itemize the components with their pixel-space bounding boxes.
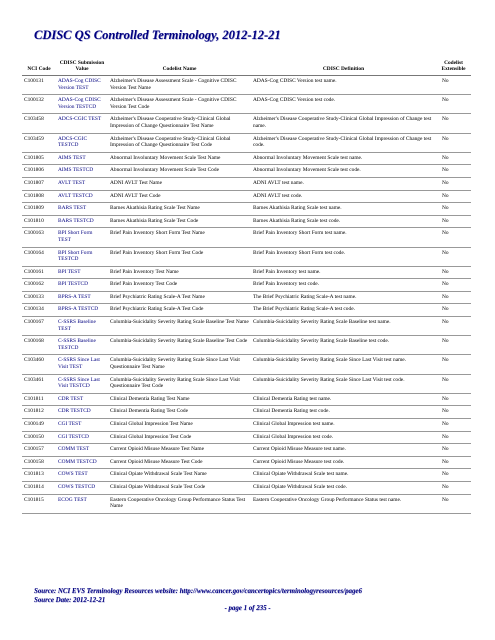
cell-codelist-name: Eastern Cooperative Oncology Group Performance Status Test Name — [108, 494, 251, 513]
cell-nci-code: C101814 — [22, 481, 56, 494]
table-row — [22, 190, 471, 203]
terminology-table — [22, 50, 471, 514]
table-row — [22, 247, 471, 266]
cell-nci-code: C101812 — [22, 406, 56, 419]
cell-nci-code: C103460 — [22, 355, 56, 374]
cell-nci-code: C101811 — [22, 393, 56, 406]
table-row — [22, 279, 471, 292]
cell-extensible: No — [436, 133, 471, 152]
cell-nci-code: C100132 — [22, 95, 56, 114]
table-row — [22, 304, 471, 317]
cell-extensible: No — [436, 152, 471, 165]
cell-nci-code: C101808 — [22, 190, 56, 203]
cell-extensible: No — [436, 247, 471, 266]
cell-submission-value: C-SSRS Baseline TEST — [56, 317, 108, 336]
cell-extensible: No — [436, 419, 471, 432]
cell-extensible: No — [436, 431, 471, 444]
cell-extensible: No — [436, 355, 471, 374]
cell-definition: ADAS-Cog CDISC Version test name. — [251, 76, 436, 95]
table-row — [22, 114, 471, 133]
cell-codelist-name: Clinical Dementia Rating Test Code — [108, 406, 251, 419]
cell-codelist-name: Columbia-Suicidality Severity Rating Scale Since Last Visit Questionnaire Test Name — [108, 355, 251, 374]
cell-extensible: No — [436, 190, 471, 203]
cell-definition: Clinical Opiate Withdrawal Scale test code. — [251, 481, 436, 494]
cell-codelist-name: Clinical Opiate Withdrawal Scale Test Code — [108, 481, 251, 494]
cell-submission-value: C-SSRS Since Last Visit TESTCD — [56, 374, 108, 393]
cell-submission-value: BARS TEST — [56, 203, 108, 216]
cell-codelist-name: Barnes Akathisia Rating Scale Test Code — [108, 215, 251, 228]
cell-submission-value: ADCS-CGIC TESTCD — [56, 133, 108, 152]
table-row — [22, 203, 471, 216]
cell-codelist-name: Brief Psychiatric Rating Scale-A Test Code — [108, 304, 251, 317]
cell-definition: Eastern Cooperative Oncology Group Performance Status test name. — [251, 494, 436, 513]
cell-codelist-name: Columbia-Suicidality Severity Rating Scale Baseline Test Name — [108, 317, 251, 336]
cell-submission-value: CGI TEST — [56, 419, 108, 432]
cell-definition: ADAS-Cog CDISC Version test code. — [251, 95, 436, 114]
cell-nci-code: C100150 — [22, 431, 56, 444]
cell-submission-value: COWS TESTCD — [56, 481, 108, 494]
cell-nci-code: C100163 — [22, 228, 56, 247]
table-row — [22, 406, 471, 419]
cell-nci-code: C100149 — [22, 419, 56, 432]
table-row — [22, 76, 471, 95]
cell-definition: The Brief Psychiatric Rating Scale-A test name. — [251, 291, 436, 304]
header-nci-code: NCI Code — [22, 50, 56, 76]
cell-definition: Alzheimer's Disease Cooperative Study-Clinical Global Impression of Change test name. — [251, 114, 436, 133]
cell-definition: Columbia-Suicidality Severity Rating Scale Since Last Visit test code. — [251, 374, 436, 393]
table-row — [22, 228, 471, 247]
cell-submission-value: C-SSRS Since Last Visit TEST — [56, 355, 108, 374]
table-row — [22, 444, 471, 457]
table-row — [22, 177, 471, 190]
cell-submission-value: BPI TEST — [56, 266, 108, 279]
cell-definition: Current Opioid Misuse Measure test name. — [251, 444, 436, 457]
cell-submission-value: CGI TESTCD — [56, 431, 108, 444]
cell-extensible: No — [436, 95, 471, 114]
cell-definition: Clinical Dementia Rating test name. — [251, 393, 436, 406]
cell-submission-value: AIMS TEST — [56, 152, 108, 165]
cell-definition: Brief Pain Inventory test name. — [251, 266, 436, 279]
table-row — [22, 336, 471, 355]
cell-nci-code: C100161 — [22, 266, 56, 279]
cell-nci-code: C100158 — [22, 456, 56, 469]
cell-extensible: No — [436, 177, 471, 190]
header-cdisc-definition: CDISC Definition — [251, 50, 436, 76]
cell-definition: Brief Pain Inventory test code. — [251, 279, 436, 292]
cell-definition: Abnormal Involuntary Movement Scale test code. — [251, 165, 436, 178]
cell-codelist-name: ADNI AVLT Test Code — [108, 190, 251, 203]
cell-nci-code: C101810 — [22, 215, 56, 228]
cell-submission-value: BPRS-A TEST — [56, 291, 108, 304]
cell-extensible: No — [436, 291, 471, 304]
cell-submission-value: CDR TESTCD — [56, 406, 108, 419]
table-row — [22, 374, 471, 393]
cell-submission-value: BPRS-A TESTCD — [56, 304, 108, 317]
footer-source-date: Source Date: 2012-12-21 — [34, 597, 106, 604]
cell-definition: Clinical Opiate Withdrawal Scale test name. — [251, 469, 436, 482]
cell-extensible: No — [436, 114, 471, 133]
cell-submission-value: COMM TEST — [56, 444, 108, 457]
table-row — [22, 431, 471, 444]
cell-nci-code: C101807 — [22, 177, 56, 190]
header-codelist-name: Codelist Name — [108, 50, 251, 76]
table-row — [22, 469, 471, 482]
cell-extensible: No — [436, 228, 471, 247]
cell-extensible: No — [436, 336, 471, 355]
footer-source — [34, 587, 362, 605]
cell-extensible: No — [436, 165, 471, 178]
cell-definition: Brief Pain Inventory Short Form test code. — [251, 247, 436, 266]
cell-submission-value: AIMS TESTCD — [56, 165, 108, 178]
cell-definition: Columbia-Suicidality Severity Rating Scale Since Last Visit test name. — [251, 355, 436, 374]
cell-submission-value: CDR TEST — [56, 393, 108, 406]
cell-submission-value: BARS TESTCD — [56, 215, 108, 228]
cell-submission-value: COMM TESTCD — [56, 456, 108, 469]
cell-submission-value: COWS TEST — [56, 469, 108, 482]
cell-submission-value: AVLT TESTCD — [56, 190, 108, 203]
cell-extensible: No — [436, 215, 471, 228]
cell-codelist-name: Alzheimer's Disease Assessment Scale - Cognitive CDISC Version Test Name — [108, 76, 251, 95]
table-row — [22, 494, 471, 513]
table-row — [22, 95, 471, 114]
cell-definition: The Brief Psychiatric Rating Scale-A test code. — [251, 304, 436, 317]
cell-codelist-name: Clinical Global Impression Test Name — [108, 419, 251, 432]
cell-nci-code: C101813 — [22, 469, 56, 482]
cell-nci-code: C100167 — [22, 317, 56, 336]
cell-extensible: No — [436, 279, 471, 292]
cell-nci-code: C101805 — [22, 152, 56, 165]
header-codelist-extensible: Codelist Extensible — [436, 50, 471, 76]
cell-codelist-name: Abnormal Involuntary Movement Scale Test Name — [108, 152, 251, 165]
cell-extensible: No — [436, 317, 471, 336]
cell-nci-code: C100168 — [22, 336, 56, 355]
cell-definition: Current Opioid Misuse Measure test code. — [251, 456, 436, 469]
cell-definition: ADNI AVLT test code. — [251, 190, 436, 203]
cell-extensible: No — [436, 469, 471, 482]
cell-submission-value: AVLT TEST — [56, 177, 108, 190]
cell-definition: Clinical Global Impression test code. — [251, 431, 436, 444]
cell-definition: Columbia-Suicidality Severity Rating Scale Baseline test code. — [251, 336, 436, 355]
cell-nci-code: C100164 — [22, 247, 56, 266]
cell-submission-value: C-SSRS Baseline TESTCD — [56, 336, 108, 355]
table-row — [22, 215, 471, 228]
cell-definition: Barnes Akathisia Rating Scale test name. — [251, 203, 436, 216]
cell-nci-code: C100134 — [22, 304, 56, 317]
cell-nci-code: C101809 — [22, 203, 56, 216]
cell-codelist-name: Brief Pain Inventory Short Form Test Name — [108, 228, 251, 247]
cell-submission-value: ECOG TEST — [56, 494, 108, 513]
cell-extensible: No — [436, 266, 471, 279]
cell-extensible: No — [436, 406, 471, 419]
cell-submission-value: BPI Short Form TESTCD — [56, 247, 108, 266]
cell-definition: Clinical Dementia Rating test code. — [251, 406, 436, 419]
cell-nci-code: C100157 — [22, 444, 56, 457]
table-row — [22, 165, 471, 178]
cell-codelist-name: Current Opioid Misuse Measure Test Name — [108, 444, 251, 457]
cell-codelist-name: Clinical Dementia Rating Test Name — [108, 393, 251, 406]
cell-definition: Columbia-Suicidality Severity Rating Scale Baseline test name. — [251, 317, 436, 336]
cell-extensible: No — [436, 456, 471, 469]
table-header-row — [22, 50, 471, 76]
cell-definition: Brief Pain Inventory Short Form test name. — [251, 228, 436, 247]
cell-codelist-name: Current Opioid Misuse Measure Test Code — [108, 456, 251, 469]
document-title: CDISC QS Controlled Terminology, 2012-12-21 — [34, 28, 281, 42]
cell-codelist-name: Clinical Global Impression Test Code — [108, 431, 251, 444]
cell-submission-value: ADCS-CGIC TEST — [56, 114, 108, 133]
cell-extensible: No — [436, 481, 471, 494]
cell-codelist-name: Brief Psychiatric Rating Scale-A Test Name — [108, 291, 251, 304]
cell-extensible: No — [436, 444, 471, 457]
cell-codelist-name: Columbia-Suicidality Severity Rating Scale Since Last Visit Questionnaire Test Code — [108, 374, 251, 393]
table-row — [22, 419, 471, 432]
cell-submission-value: BPI TESTCD — [56, 279, 108, 292]
cell-definition: Barnes Akathisia Rating Scale test code. — [251, 215, 436, 228]
cell-definition: Clinical Global Impression test name. — [251, 419, 436, 432]
cell-extensible: No — [436, 393, 471, 406]
cell-codelist-name: Brief Pain Inventory Short Form Test Code — [108, 247, 251, 266]
table-row — [22, 481, 471, 494]
cell-definition: ADNI AVLT test name. — [251, 177, 436, 190]
cell-submission-value: ADAS-Cog CDISC Version TEST — [56, 76, 108, 95]
table-row — [22, 355, 471, 374]
cell-codelist-name: Abnormal Involuntary Movement Scale Test Code — [108, 165, 251, 178]
table-row — [22, 291, 471, 304]
cell-codelist-name: Alzheimer's Disease Assessment Scale - Cognitive CDISC Version Test Code — [108, 95, 251, 114]
cell-codelist-name: ADNI AVLT Test Name — [108, 177, 251, 190]
cell-codelist-name: Columbia-Suicidality Severity Rating Scale Baseline Test Code — [108, 336, 251, 355]
cell-codelist-name: Clinical Opiate Withdrawal Scale Test Name — [108, 469, 251, 482]
cell-codelist-name: Brief Pain Inventory Test Name — [108, 266, 251, 279]
cell-definition: Alzheimer's Disease Cooperative Study-Clinical Global Impression of Change test code. — [251, 133, 436, 152]
footer-source-url: Source: NCI EVS Terminology Resources website: http://www.cancer.gov/cancertopics/terminologyresources/page6 — [34, 588, 362, 595]
cell-submission-value: BPI Short Form TEST — [56, 228, 108, 247]
table-row — [22, 317, 471, 336]
table-row — [22, 393, 471, 406]
cell-codelist-name: Barnes Akathisia Rating Scale Test Name — [108, 203, 251, 216]
cell-extensible: No — [436, 494, 471, 513]
cell-nci-code: C100162 — [22, 279, 56, 292]
cell-nci-code: C101806 — [22, 165, 56, 178]
cell-nci-code: C103461 — [22, 374, 56, 393]
table-row — [22, 133, 471, 152]
header-submission-value: CDISC Submission Value — [56, 50, 108, 76]
cell-submission-value: ADAS-Cog CDISC Version TESTCD — [56, 95, 108, 114]
cell-extensible: No — [436, 203, 471, 216]
cell-definition: Abnormal Involuntary Movement Scale test name. — [251, 152, 436, 165]
table-row — [22, 266, 471, 279]
page-number: - page 1 of 235 - — [224, 605, 271, 612]
cell-extensible: No — [436, 374, 471, 393]
cell-nci-code: C103459 — [22, 133, 56, 152]
cell-nci-code: C100133 — [22, 291, 56, 304]
table-row — [22, 152, 471, 165]
cell-nci-code: C100131 — [22, 76, 56, 95]
cell-codelist-name: Brief Pain Inventory Test Code — [108, 279, 251, 292]
cell-extensible: No — [436, 76, 471, 95]
cell-nci-code: C103458 — [22, 114, 56, 133]
cell-extensible: No — [436, 304, 471, 317]
cell-codelist-name: Alzheimer's Disease Cooperative Study-Clinical Global Impression of Change Questionnaire Test Name — [108, 114, 251, 133]
cell-nci-code: C101815 — [22, 494, 56, 513]
table-row — [22, 456, 471, 469]
cell-codelist-name: Alzheimer's Disease Cooperative Study-Clinical Global Impression of Change Questionnaire Test Code — [108, 133, 251, 152]
